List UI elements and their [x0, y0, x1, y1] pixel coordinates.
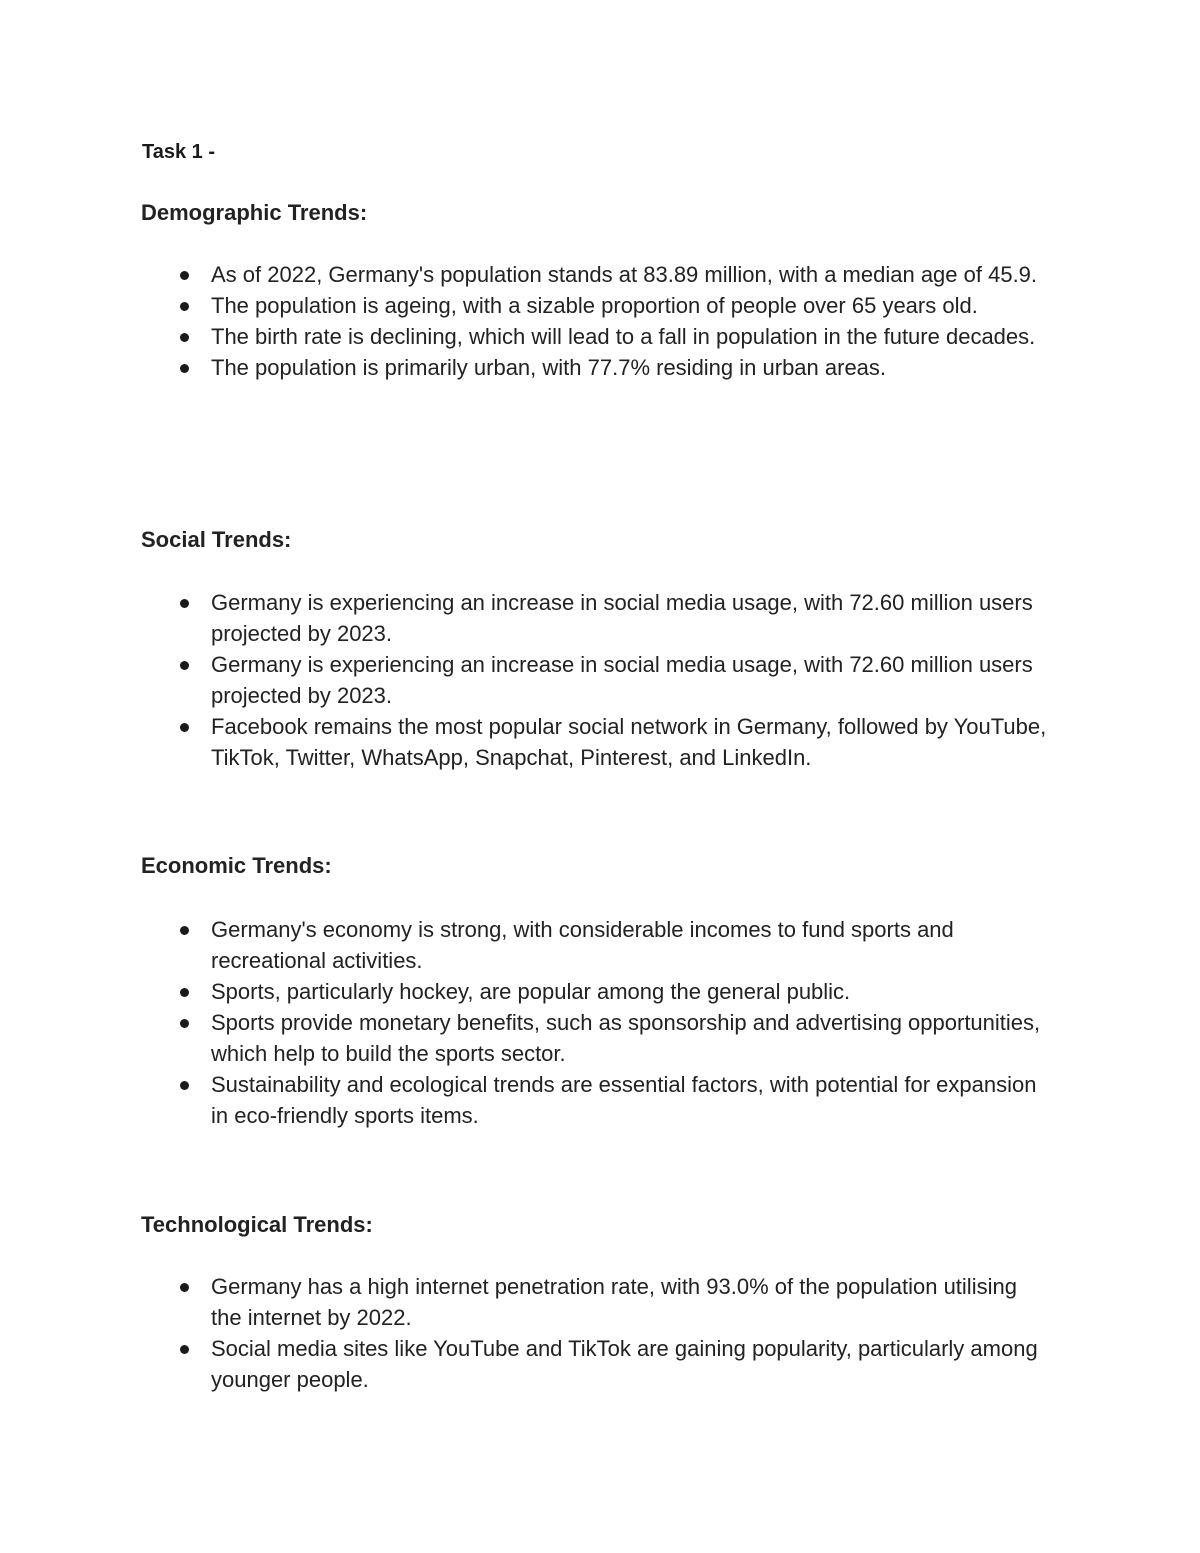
- section-heading-economic: Economic Trends:: [141, 853, 332, 878]
- list-item-text: Sports provide monetary benefits, such as sponsorship and advertising opportunities, which help to build the sports sector.: [211, 1010, 1041, 1066]
- bullet-icon: [180, 1345, 189, 1354]
- bullet-icon: [180, 988, 189, 997]
- list-item-text: Sports, particularly hockey, are popular among the general public.: [211, 979, 851, 1004]
- list-item: [0, 1271, 1051, 1333]
- list-item: [0, 587, 1051, 649]
- list-item-text: As of 2022, Germany's population stands at 83.89 million, with a median age of 45.9.: [211, 262, 1038, 287]
- bullet-icon: [180, 302, 189, 311]
- list-item-text: The population is primarily urban, with 77.7% residing in urban areas.: [211, 355, 887, 380]
- list-item-text: Facebook remains the most popular social network in Germany, followed by YouTube, TikTok, Twitter, WhatsApp, Snapchat, Pinterest, and LinkedIn.: [211, 714, 1047, 770]
- list-item-text: Social media sites like YouTube and TikTok are gaining popularity, particularly among younger people.: [211, 1336, 1038, 1392]
- bullet-icon: [180, 1081, 189, 1090]
- list-item: [0, 321, 1051, 352]
- economic-list: [0, 914, 1200, 1131]
- list-item: [0, 914, 1051, 976]
- task-title: Task 1 -: [142, 141, 215, 163]
- technological-list: [0, 1271, 1200, 1395]
- list-item: [0, 649, 1051, 711]
- bullet-icon: [180, 1283, 189, 1292]
- section-heading-technological: Technological Trends:: [141, 1212, 373, 1237]
- bullet-icon: [180, 599, 189, 608]
- list-item: [0, 352, 1051, 383]
- demographic-list: [0, 259, 1200, 383]
- list-item: [0, 259, 1051, 290]
- bullet-icon: [180, 926, 189, 935]
- list-item-text: Germany is experiencing an increase in social media usage, with 72.60 million users projected by 2023.: [211, 590, 1033, 646]
- bullet-icon: [180, 661, 189, 670]
- list-item: [0, 1333, 1051, 1395]
- list-item-text: Germany is experiencing an increase in social media usage, with 72.60 million users projected by 2023.: [211, 652, 1033, 708]
- social-list: [0, 587, 1200, 773]
- bullet-icon: [180, 333, 189, 342]
- list-item-text: Sustainability and ecological trends are essential factors, with potential for expansion in eco-friendly sports items.: [211, 1072, 1037, 1128]
- list-item: [0, 711, 1051, 773]
- bullet-icon: [180, 1019, 189, 1028]
- bullet-icon: [180, 364, 189, 373]
- list-item: [0, 1069, 1051, 1131]
- list-item: [0, 976, 1051, 1007]
- list-item: [0, 1007, 1051, 1069]
- list-item: [0, 290, 1051, 321]
- bullet-icon: [180, 271, 189, 280]
- list-item-text: The birth rate is declining, which will lead to a fall in population in the future decades.: [211, 324, 1036, 349]
- list-item-text: The population is ageing, with a sizable proportion of people over 65 years old.: [211, 293, 978, 318]
- list-item-text: Germany has a high internet penetration rate, with 93.0% of the population utilising the internet by 2022.: [211, 1274, 1017, 1330]
- list-item-text: Germany's economy is strong, with considerable incomes to fund sports and recreational activities.: [211, 917, 954, 973]
- section-heading-social: Social Trends:: [141, 527, 292, 552]
- section-heading-demographic: Demographic Trends:: [141, 200, 368, 225]
- bullet-icon: [180, 723, 189, 732]
